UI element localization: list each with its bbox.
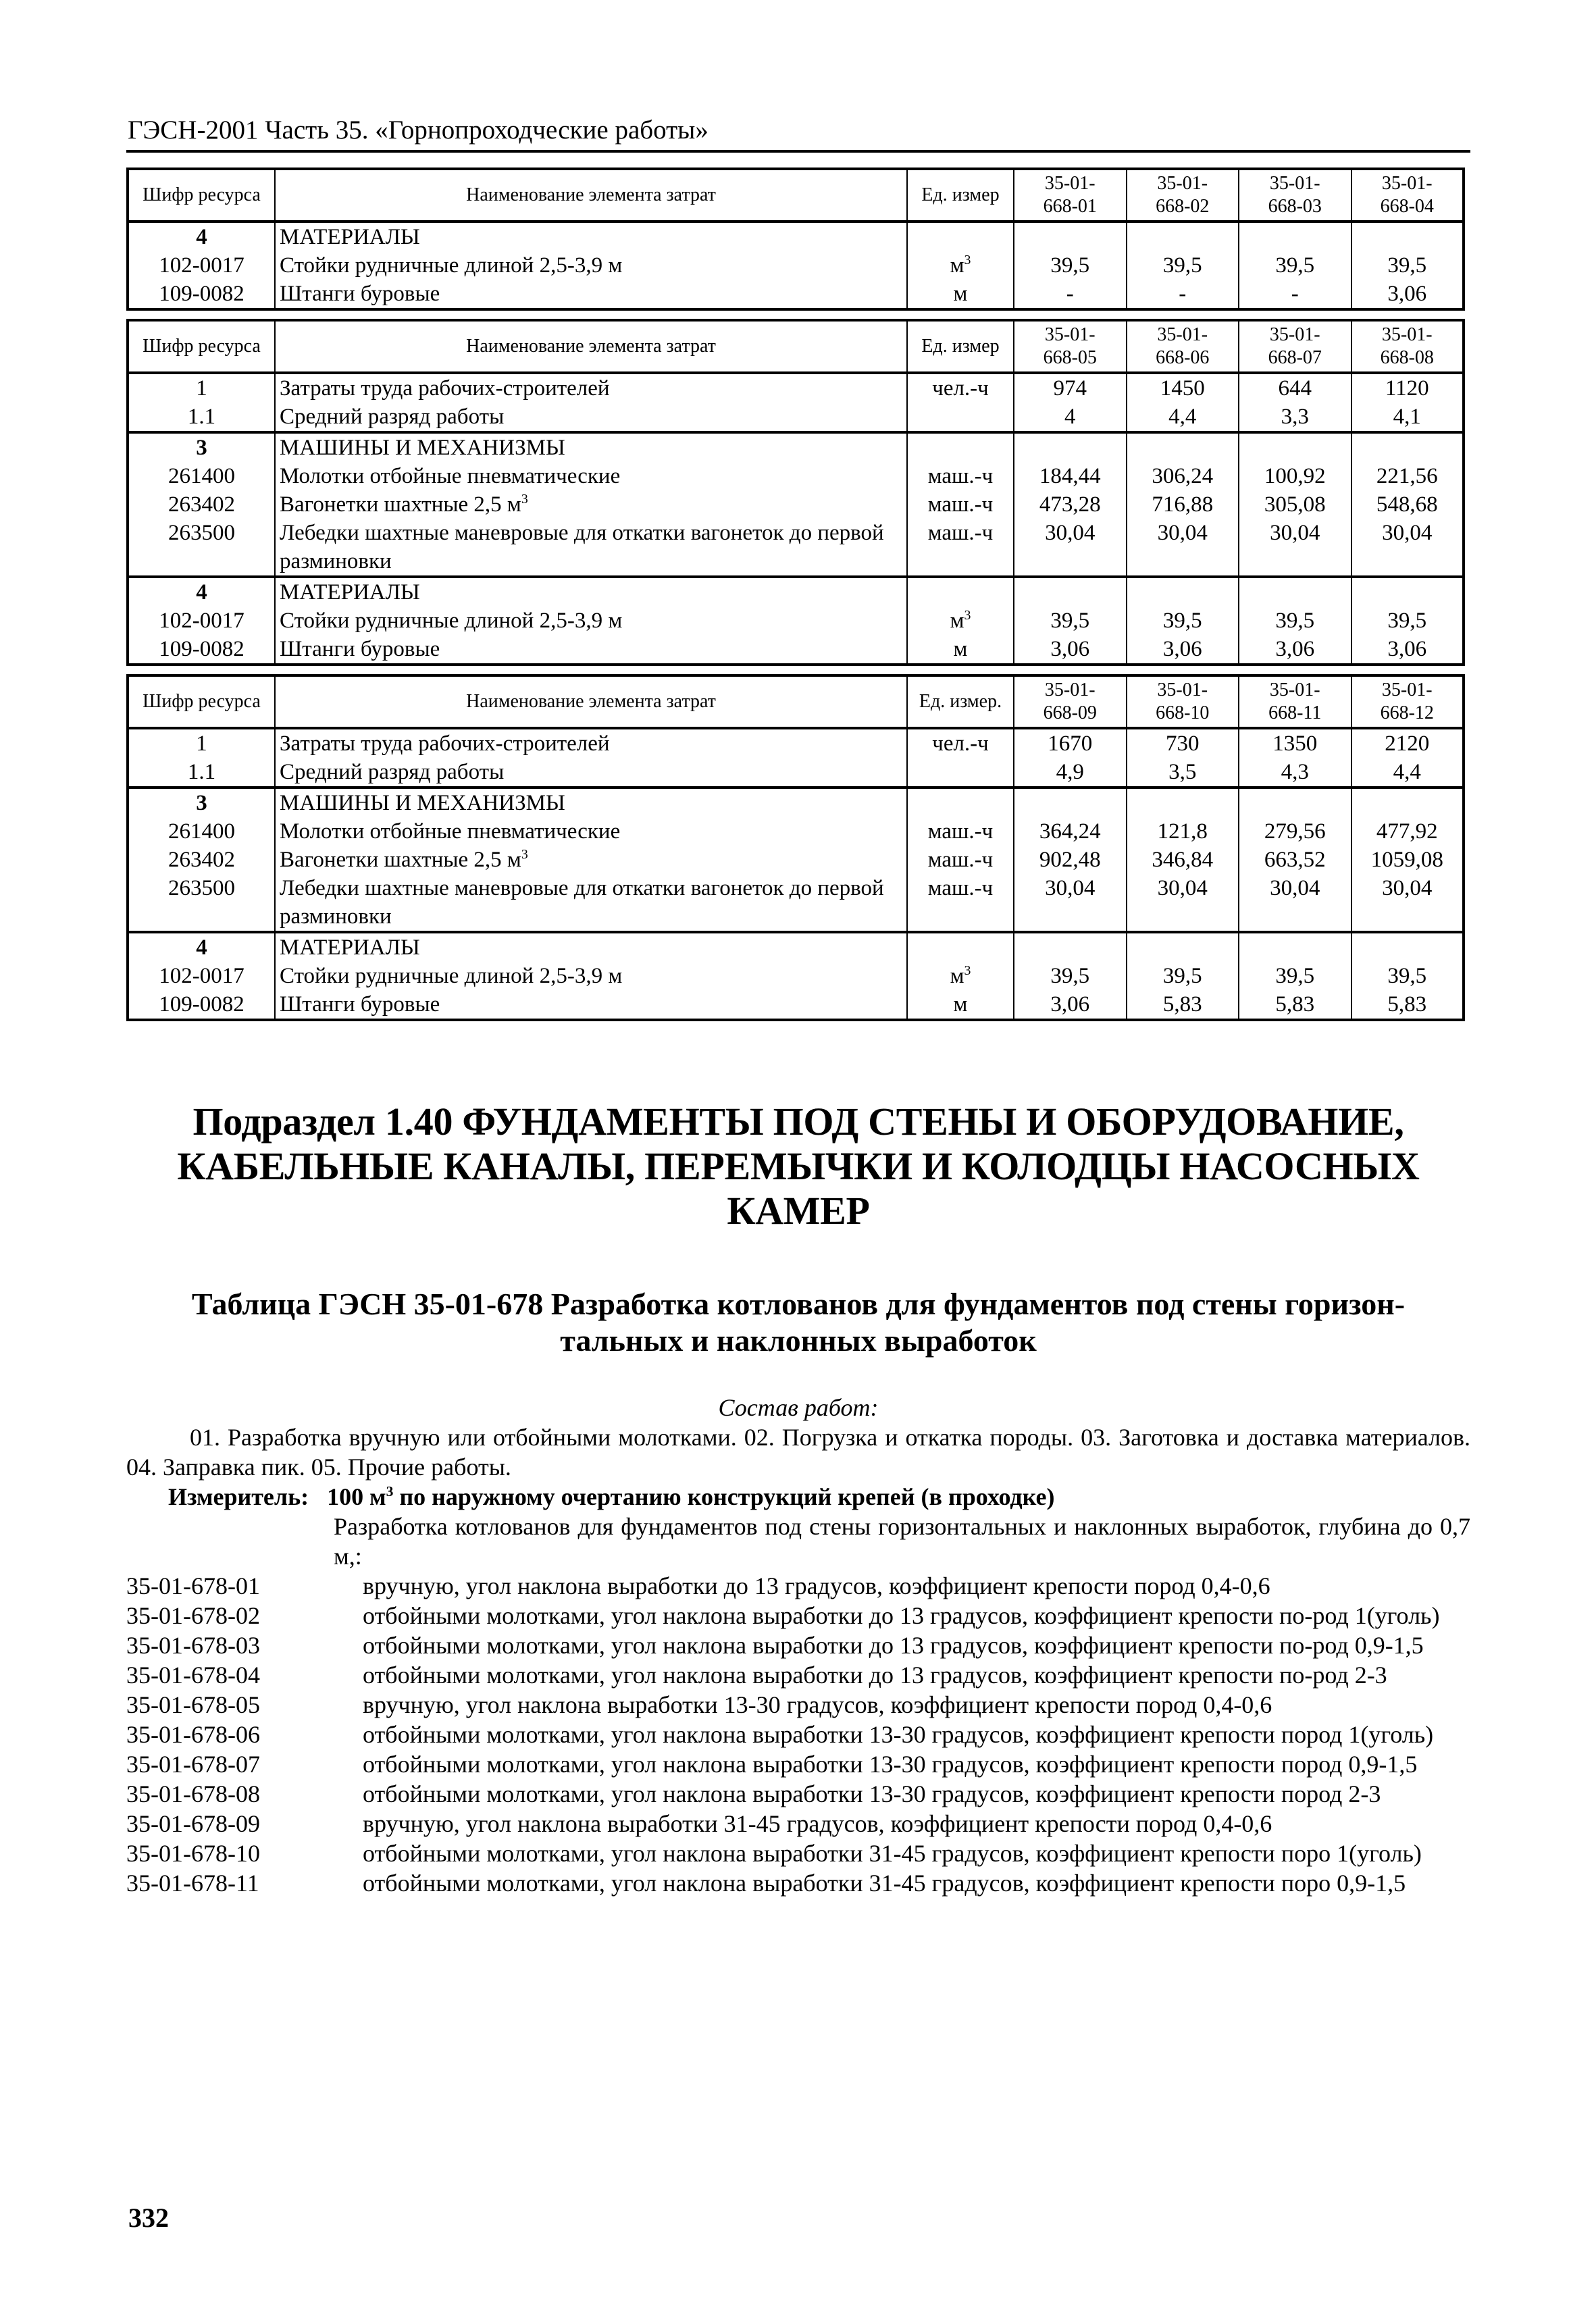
resource-unit xyxy=(907,577,1014,607)
resource-unit: м xyxy=(907,280,1014,309)
resource-value: 1670 xyxy=(1014,728,1127,758)
resource-value xyxy=(1014,577,1127,607)
resource-value xyxy=(1239,222,1352,251)
meter-label: Измеритель: xyxy=(168,1483,309,1510)
header-norm-code: 35-01- 668-05 xyxy=(1014,320,1127,373)
resource-value xyxy=(1352,432,1464,462)
norm-code: 35-01-678-05 xyxy=(126,1691,260,1718)
table-row xyxy=(128,990,1464,1020)
resource-unit: $м^3$ xyxy=(907,251,1014,280)
resource-group xyxy=(128,788,1464,932)
norm-item xyxy=(126,1839,1470,1868)
resource-code: 3 xyxy=(128,432,275,462)
norm-description: отбойными молотками, угол наклона выработки 13-30 градусов, коэффициент крепости пород 2-3 xyxy=(363,1780,1381,1807)
resource-value xyxy=(1127,577,1239,607)
table-row xyxy=(128,432,1464,462)
table-header-row xyxy=(128,675,1464,728)
resource-unit: $м^3$ xyxy=(907,962,1014,990)
resource-unit xyxy=(907,222,1014,251)
resource-unit: $м^3$ xyxy=(907,607,1014,635)
norm-code: 35-01-678-04 xyxy=(126,1662,260,1689)
resource-value: 39,5 xyxy=(1239,962,1352,990)
resource-value: 30,04 xyxy=(1352,874,1464,932)
resource-code: 1 xyxy=(128,728,275,758)
running-head: ГЭСН-2001 Часть 35. «Горнопроходческие работы» xyxy=(126,115,1470,153)
norm-item xyxy=(126,1690,1470,1720)
table-row xyxy=(128,788,1464,817)
resource-value xyxy=(1127,788,1239,817)
resource-name: Штанги буровые xyxy=(275,635,907,665)
resource-value: 121,8 xyxy=(1127,817,1239,846)
resource-name: МАТЕРИАЛЫ xyxy=(275,222,907,251)
table-row xyxy=(128,728,1464,758)
resource-value: 100,92 xyxy=(1239,462,1352,490)
resource-code: 4 xyxy=(128,932,275,962)
resource-name: МАШИНЫ И МЕХАНИЗМЫ xyxy=(275,432,907,462)
header-norm-code: 35-01- 668-10 xyxy=(1127,675,1239,728)
resource-name: Штанги буровые xyxy=(275,990,907,1020)
resource-value: 473,28 xyxy=(1014,490,1127,519)
resource-value: 39,5 xyxy=(1127,251,1239,280)
resource-value: 221,56 xyxy=(1352,462,1464,490)
resource-name: Молотки отбойные пневматические xyxy=(275,817,907,846)
resource-group xyxy=(128,728,1464,788)
resource-value xyxy=(1239,577,1352,607)
resource-name: Затраты труда рабочих-строителей xyxy=(275,373,907,403)
table-row xyxy=(128,490,1464,519)
resource-name: Вагонетки шахтные 2,5 $м^3$ xyxy=(275,490,907,519)
header-norm-code: 35-01- 668-09 xyxy=(1014,675,1127,728)
resource-value: 477,92 xyxy=(1352,817,1464,846)
resource-unit: маш.-ч xyxy=(907,874,1014,932)
resource-value: 39,5 xyxy=(1127,962,1239,990)
resource-value: 364,24 xyxy=(1014,817,1127,846)
resource-value: 2120 xyxy=(1352,728,1464,758)
resource-code: 263500 xyxy=(128,519,275,577)
norm-description: отбойными молотками, угол наклона выработки 31-45 градусов, коэффициент крепости поро 1(уголь) xyxy=(363,1840,1422,1867)
resource-unit xyxy=(907,403,1014,432)
resource-unit: маш.-ч xyxy=(907,846,1014,874)
resource-code: 3 xyxy=(128,788,275,817)
resource-value: 3,06 xyxy=(1352,635,1464,665)
resource-name: МАТЕРИАЛЫ xyxy=(275,932,907,962)
resource-name: Лебедки шахтные маневровые для откатки вагонеток до первой разминовки xyxy=(275,874,907,932)
norm-item xyxy=(126,1749,1470,1779)
header-norm-code: 35-01- 668-11 xyxy=(1239,675,1352,728)
resource-name: МАШИНЫ И МЕХАНИЗМЫ xyxy=(275,788,907,817)
resource-unit: чел.-ч xyxy=(907,373,1014,403)
resource-code: 261400 xyxy=(128,817,275,846)
resource-unit: маш.-ч xyxy=(907,490,1014,519)
resource-value: 3,06 xyxy=(1239,635,1352,665)
norm-code: 35-01-678-07 xyxy=(126,1751,260,1778)
resource-value xyxy=(1352,222,1464,251)
resource-code: 102-0017 xyxy=(128,251,275,280)
resource-value: 730 xyxy=(1127,728,1239,758)
header-norm-code: 35-01- 668-03 xyxy=(1239,169,1352,222)
norm-description: вручную, угол наклона выработки 13-30 градусов, коэффициент крепости пород 0,4-0,6 xyxy=(363,1691,1272,1718)
resource-group xyxy=(128,432,1464,577)
norm-description: вручную, угол наклона выработки 31-45 градусов, коэффициент крепости пород 0,4-0,6 xyxy=(363,1810,1272,1837)
resource-value: 3,3 xyxy=(1239,403,1352,432)
header-norm-code: 35-01- 668-04 xyxy=(1352,169,1464,222)
resource-value: 279,56 xyxy=(1239,817,1352,846)
header-unit: Ед. измер xyxy=(907,320,1014,373)
norm-code: 35-01-678-01 xyxy=(126,1572,260,1599)
resource-name: МАТЕРИАЛЫ xyxy=(275,577,907,607)
resource-value: 5,83 xyxy=(1127,990,1239,1020)
resource-value: 644 xyxy=(1239,373,1352,403)
norm-intro: Разработка котлованов для фундаментов под стены горизонтальных и наклонных выработок, глубина до 0,7 м,: xyxy=(334,1513,1470,1570)
resource-name: Затраты труда рабочих-строителей xyxy=(275,728,907,758)
resource-value: - xyxy=(1127,280,1239,309)
norm-code: 35-01-678-08 xyxy=(126,1780,260,1807)
resource-code: 102-0017 xyxy=(128,962,275,990)
table-row xyxy=(128,251,1464,280)
resource-value: 39,5 xyxy=(1014,962,1127,990)
resource-name: Молотки отбойные пневматические xyxy=(275,462,907,490)
resource-value xyxy=(1014,932,1127,962)
resource-value: 974 xyxy=(1014,373,1127,403)
resource-value: 1059,08 xyxy=(1352,846,1464,874)
table-row xyxy=(128,462,1464,490)
header-norm-code: 35-01- 668-08 xyxy=(1352,320,1464,373)
resource-value xyxy=(1127,432,1239,462)
resource-value: - xyxy=(1239,280,1352,309)
resource-value xyxy=(1239,788,1352,817)
header-norm-code: 35-01- 668-12 xyxy=(1352,675,1464,728)
composition-label: Состав работ: xyxy=(718,1394,879,1421)
composition-text: 01. Разработка вручную или отбойными молотками. 02. Погрузка и откатка породы. 03. Заготовка и доставка материалов. 04. Заправка пик. 05. Прочие работы. xyxy=(126,1424,1470,1481)
resource-name: Лебедки шахтные маневровые для откатки вагонеток до первой разминовки xyxy=(275,519,907,577)
resource-value xyxy=(1127,222,1239,251)
resource-value: 4,4 xyxy=(1352,758,1464,788)
resource-unit: маш.-ч xyxy=(907,462,1014,490)
resource-name: Вагонетки шахтные 2,5 $м^3$ xyxy=(275,846,907,874)
resource-value: 1450 xyxy=(1127,373,1239,403)
header-norm-code: 35-01- 668-07 xyxy=(1239,320,1352,373)
resource-value: 3,06 xyxy=(1352,280,1464,309)
resource-value xyxy=(1127,932,1239,962)
table-row xyxy=(128,607,1464,635)
norm-description: отбойными молотками, угол наклона выработки 31-45 градусов, коэффициент крепости поро 0,9-1,5 xyxy=(363,1870,1406,1897)
resource-value: 346,84 xyxy=(1127,846,1239,874)
resource-code: 263500 xyxy=(128,874,275,932)
resource-unit: чел.-ч xyxy=(907,728,1014,758)
norm-code: 35-01-678-06 xyxy=(126,1721,260,1748)
header-code: Шифр ресурса xyxy=(128,320,275,373)
norm-code: 35-01-678-03 xyxy=(126,1632,260,1659)
header-name: Наименование элемента затрат xyxy=(275,675,907,728)
norm-item xyxy=(126,1809,1470,1839)
header-unit: Ед. измер. xyxy=(907,675,1014,728)
resource-code: 4 xyxy=(128,577,275,607)
resource-value: 663,52 xyxy=(1239,846,1352,874)
resource-value: 184,44 xyxy=(1014,462,1127,490)
resource-unit: м xyxy=(907,635,1014,665)
table-header-row xyxy=(128,169,1464,222)
resource-value: 30,04 xyxy=(1127,519,1239,577)
resource-value: 4,3 xyxy=(1239,758,1352,788)
resource-code: 109-0082 xyxy=(128,990,275,1020)
resource-value: 39,5 xyxy=(1014,607,1127,635)
resource-value: 30,04 xyxy=(1239,874,1352,932)
table-row xyxy=(128,932,1464,962)
resource-code: 1 xyxy=(128,373,275,403)
resource-code: 4 xyxy=(128,222,275,251)
norm-item xyxy=(126,1601,1470,1630)
resource-group xyxy=(128,577,1464,665)
header-name: Наименование элемента затрат xyxy=(275,169,907,222)
norm-description: отбойными молотками, угол наклона выработки до 13 градусов, коэффициент крепости по-род 1(уголь) xyxy=(363,1602,1440,1629)
header-name: Наименование элемента затрат xyxy=(275,320,907,373)
table-row xyxy=(128,280,1464,309)
header-norm-code: 35-01- 668-06 xyxy=(1127,320,1239,373)
resource-unit xyxy=(907,432,1014,462)
meter-value: 100 $м^3$ по наружному очертанию конструкций крепей (в проходке) xyxy=(327,1483,1055,1510)
header-code: Шифр ресурса xyxy=(128,169,275,222)
table-row xyxy=(128,874,1464,932)
resource-group xyxy=(128,222,1464,309)
norm-item xyxy=(126,1571,1470,1601)
resource-value: 3,06 xyxy=(1014,990,1127,1020)
resource-value: 4,9 xyxy=(1014,758,1127,788)
subsection-title: Подраздел 1.40 ФУНДАМЕНТЫ ПОД СТЕНЫ И ОБОРУДОВАНИЕ, КАБЕЛЬНЫЕ КАНАЛЫ, ПЕРЕМЫЧКИ И КОЛОДЦЫ НАСОСНЫХ КАМЕР xyxy=(177,1100,1420,1233)
table-row xyxy=(128,846,1464,874)
resource-value: 902,48 xyxy=(1014,846,1127,874)
resource-value xyxy=(1352,932,1464,962)
resource-value: 1350 xyxy=(1239,728,1352,758)
resource-value: 4,1 xyxy=(1352,403,1464,432)
table-row xyxy=(128,577,1464,607)
resource-value xyxy=(1014,432,1127,462)
norm-item xyxy=(126,1720,1470,1749)
norm-item xyxy=(126,1630,1470,1660)
resource-unit xyxy=(907,758,1014,788)
norm-description: отбойными молотками, угол наклона выработки до 13 градусов, коэффициент крепости по-род 2-3 xyxy=(363,1662,1387,1689)
resource-value: 548,68 xyxy=(1352,490,1464,519)
resource-value xyxy=(1014,788,1127,817)
header-norm-code: 35-01- 668-02 xyxy=(1127,169,1239,222)
table-row xyxy=(128,817,1464,846)
norm-code: 35-01-678-11 xyxy=(126,1870,259,1897)
resource-name: Стойки рудничные длиной 2,5-3,9 м xyxy=(275,251,907,280)
resource-code: 109-0082 xyxy=(128,280,275,309)
resource-value xyxy=(1352,788,1464,817)
norm-code: 35-01-678-09 xyxy=(126,1810,260,1837)
norm-item xyxy=(126,1868,1470,1898)
resource-value: 39,5 xyxy=(1127,607,1239,635)
resource-name: Стойки рудничные длиной 2,5-3,9 м xyxy=(275,607,907,635)
norm-code: 35-01-678-02 xyxy=(126,1602,260,1629)
table-row xyxy=(128,222,1464,251)
resource-value: 39,5 xyxy=(1239,251,1352,280)
resource-value: 3,5 xyxy=(1127,758,1239,788)
resource-value: 30,04 xyxy=(1239,519,1352,577)
resource-value: 30,04 xyxy=(1127,874,1239,932)
norm-description: вручную, угол наклона выработки до 13 градусов, коэффициент крепости пород 0,4-0,6 xyxy=(363,1572,1270,1599)
resource-unit xyxy=(907,932,1014,962)
resource-value: 39,5 xyxy=(1014,251,1127,280)
resource-value xyxy=(1014,222,1127,251)
table-row xyxy=(128,758,1464,788)
resource-value xyxy=(1352,577,1464,607)
resource-code: 263402 xyxy=(128,846,275,874)
resource-value xyxy=(1239,432,1352,462)
resource-unit xyxy=(907,788,1014,817)
meter-line xyxy=(126,1482,1470,1512)
norm-item xyxy=(126,1779,1470,1809)
resource-table-3 xyxy=(126,674,1465,1021)
resource-value: 30,04 xyxy=(1014,874,1127,932)
resource-value: 39,5 xyxy=(1352,607,1464,635)
norm-item xyxy=(126,1660,1470,1690)
page-number: 332 xyxy=(128,2203,169,2233)
resource-value: 305,08 xyxy=(1239,490,1352,519)
resource-table-1 xyxy=(126,168,1465,311)
resource-name: Стойки рудничные длиной 2,5-3,9 м xyxy=(275,962,907,990)
resource-code: 109-0082 xyxy=(128,635,275,665)
resource-code: 102-0017 xyxy=(128,607,275,635)
resource-code: 1.1 xyxy=(128,403,275,432)
table-row xyxy=(128,519,1464,577)
resource-unit: маш.-ч xyxy=(907,817,1014,846)
resource-group xyxy=(128,932,1464,1020)
resource-code: 261400 xyxy=(128,462,275,490)
norm-code: 35-01-678-10 xyxy=(126,1840,260,1867)
norm-item-list xyxy=(126,1571,1470,1898)
resource-value: 30,04 xyxy=(1352,519,1464,577)
resource-unit: м xyxy=(907,990,1014,1020)
header-norm-code: 35-01- 668-01 xyxy=(1014,169,1127,222)
table-title: Таблица ГЭСН 35-01-678 Разработка котлованов для фундаментов под стены горизон-тальных и наклонных выработок xyxy=(191,1287,1406,1358)
document-page xyxy=(126,115,1470,1898)
resource-code: 263402 xyxy=(128,490,275,519)
resource-name: Средний разряд работы xyxy=(275,403,907,432)
resource-value: - xyxy=(1014,280,1127,309)
resource-table-2 xyxy=(126,319,1465,666)
table-row xyxy=(128,962,1464,990)
table-row xyxy=(128,373,1464,403)
resource-value: 1120 xyxy=(1352,373,1464,403)
resource-value: 39,5 xyxy=(1352,251,1464,280)
resource-value: 4 xyxy=(1014,403,1127,432)
norm-description: отбойными молотками, угол наклона выработки 13-30 градусов, коэффициент крепости пород 1(уголь) xyxy=(363,1721,1434,1748)
resource-code: 1.1 xyxy=(128,758,275,788)
resource-name: Штанги буровые xyxy=(275,280,907,309)
resource-value: 5,83 xyxy=(1352,990,1464,1020)
resource-unit: маш.-ч xyxy=(907,519,1014,577)
resource-value: 39,5 xyxy=(1352,962,1464,990)
resource-value: 716,88 xyxy=(1127,490,1239,519)
resource-value: 39,5 xyxy=(1239,607,1352,635)
resource-name: Средний разряд работы xyxy=(275,758,907,788)
resource-value: 3,06 xyxy=(1014,635,1127,665)
table-header-row xyxy=(128,320,1464,373)
resource-value: 306,24 xyxy=(1127,462,1239,490)
resource-value: 3,06 xyxy=(1127,635,1239,665)
resource-value: 4,4 xyxy=(1127,403,1239,432)
table-row xyxy=(128,403,1464,432)
norm-description: отбойными молотками, угол наклона выработки 13-30 градусов, коэффициент крепости пород 0,9-1,5 xyxy=(363,1751,1418,1778)
resource-value xyxy=(1239,932,1352,962)
resource-value: 5,83 xyxy=(1239,990,1352,1020)
header-code: Шифр ресурса xyxy=(128,675,275,728)
resource-group xyxy=(128,373,1464,432)
norm-description: отбойными молотками, угол наклона выработки до 13 градусов, коэффициент крепости по-род 0,9-1,5 xyxy=(363,1632,1424,1659)
header-unit: Ед. измер xyxy=(907,169,1014,222)
resource-value: 30,04 xyxy=(1014,519,1127,577)
table-row xyxy=(128,635,1464,665)
